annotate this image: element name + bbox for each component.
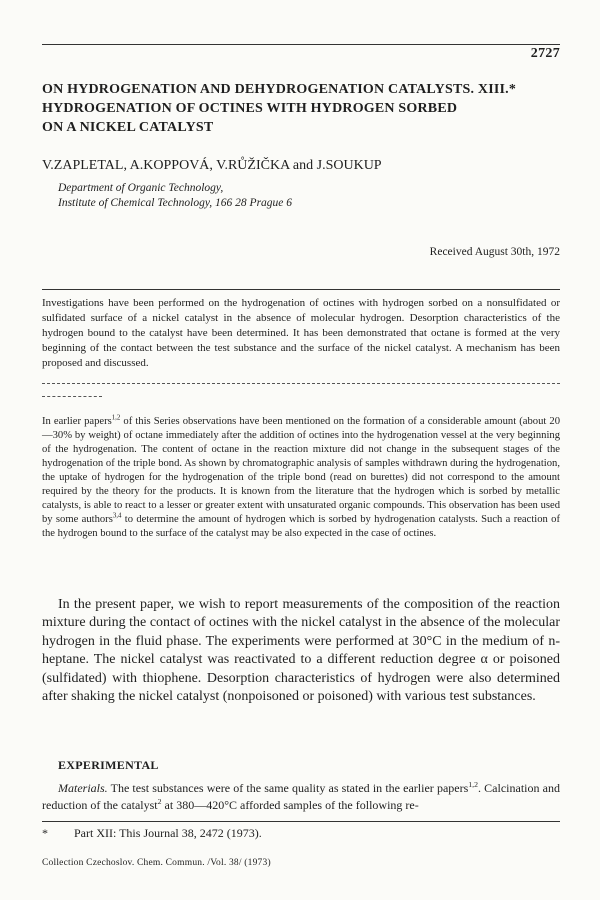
materials-text-3: at 380—420°C afforded samples of the following re-	[161, 798, 419, 812]
article-title	[42, 80, 562, 137]
affiliation	[58, 181, 292, 211]
materials-text-1: The test substances were of the same quality as stated in the earlier papers	[107, 781, 469, 795]
materials-ref-2: 2	[157, 797, 162, 806]
footnote	[42, 826, 262, 841]
author-list: V.ZAPLETAL, A.KOPPOVÁ, V.RŮŽIČKA and J.SOUKUP	[42, 158, 382, 173]
materials-ref-1: 1,2	[468, 780, 479, 789]
section-heading-experimental: EXPERIMENTAL	[58, 758, 159, 772]
materials-text-2: . Calcination and reduction of the catalyst	[42, 781, 560, 812]
abstract: Investigations have been performed on the hydrogenation of octines with hydrogen sorbed on a nonsulfidated or sulfidated surface of a nickel catalyst in the absence of molecular hydrogen. Desorption characteristics of the hydrogen bound to the catalyst have been determined. It has been demonstrated that octane is formed at the very beginning of the contact between the test substance and the surface of the nickel catalyst. A mechanism has been proposed and discussed.	[42, 297, 560, 369]
footnote-marker: *	[42, 826, 48, 840]
intro-text-3: to determine the amount of hydrogen which is sorbed by hydrogenation catalysts. Such a reaction of the hydrogen bound to the surface of the catalyst may be also expected in the case of octines.	[42, 514, 560, 539]
abstract-bottom-rule	[42, 383, 560, 384]
intro-paragraph	[42, 415, 560, 541]
intro-ref-2: 3,4	[112, 512, 122, 520]
present-paper-paragraph: In the present paper, we wish to report measurements of the composition of the reaction mixture during the contact of octines with the nickel catalyst in the absence of the molecular hydrogen in the fluid phase. The experiments were performed at 30°C in the medium of n-heptane. The nickel catalyst was reactivated to a different reduction degree α or poisoned (sulfidated) with thiophene. Desorption characteristics of hydrogen were also determined after shaking the nickel catalyst (nonpoisoned or poisoned) with various test substances.	[42, 597, 560, 705]
abstract-short-rule	[42, 396, 102, 397]
intro-text-1: In earlier papers	[42, 416, 112, 427]
journal-footer: Collection Czechoslov. Chem. Commun. /Vol. 38/ (1973)	[42, 858, 271, 868]
title-line-3: ON A NICKEL CATALYST	[42, 120, 214, 135]
materials-label: Materials.	[58, 781, 108, 795]
abstract-top-rule	[42, 289, 560, 290]
affiliation-line-2: Institute of Chemical Technology, 166 28 Prague 6	[58, 197, 293, 209]
page-number: 2727	[530, 46, 560, 61]
received-date: Received August 30th, 1972	[429, 246, 560, 258]
footnote-text: Part XII: This Journal 38, 2472 (1973).	[74, 826, 262, 840]
materials-paragraph	[42, 780, 560, 814]
title-line-1: ON HYDROGENATION AND DEHYDROGENATION CATALYSTS. XIII.*	[42, 82, 517, 97]
affiliation-line-1: Department of Organic Technology,	[58, 182, 224, 194]
footnote-rule	[42, 821, 560, 822]
top-rule	[42, 44, 560, 45]
intro-ref-1: 1,2	[111, 414, 121, 422]
intro-text-2: of this Series observations have been mentioned on the formation of a considerable amount (about 20—30% by weight) of octane immediately after the addition of octines into the hydrogenation vessel at the very beginning of the hydrogenation. The content of octane in the reaction mixture did not change in the subsequent stages of the hydrogenation of the triple bond. As shown by chromatographic analysis of samples withdrawn during the hydrogenation, the uptake of hydrogen for the hydrogenation of the triple bond (read on burettes) did not correspond to the amount required by the theory for the products. It is known from the literature that the hydrogen which is sorbed by metallic catalysts, is able to react to a lesser or greater extent with unsaturated organic compounds. This observation has been used by some authors	[42, 416, 560, 525]
title-line-2: HYDROGENATION OF OCTINES WITH HYDROGEN SORBED	[42, 101, 458, 116]
